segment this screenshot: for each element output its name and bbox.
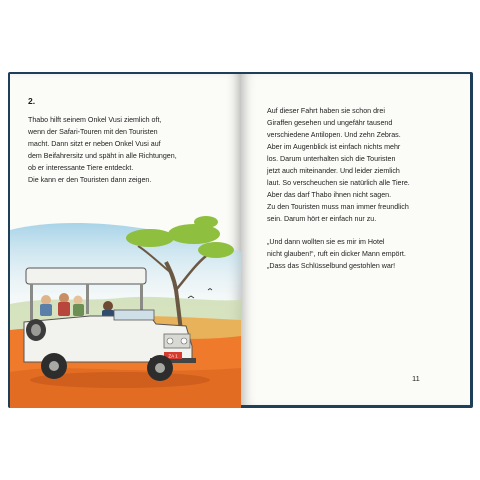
text-line: Thabo hilft seinem Onkel Vusi ziemlich oft, [28, 116, 162, 124]
passenger-body [58, 302, 70, 316]
jeep-windshield [114, 310, 154, 320]
driver [103, 301, 113, 311]
text-line: ob er interessante Tiere entdeckt. [28, 164, 134, 172]
chapter-number: 2. [28, 96, 36, 106]
right-paragraph-2 [267, 236, 406, 272]
roof-post [140, 284, 143, 314]
page-number: 11 [412, 374, 420, 383]
wheel-hub [49, 361, 59, 371]
text-line: „Dass das Schlüsselbund gestohlen war! [267, 262, 396, 270]
text-line: sein. Darum hört er einfach nur zu. [267, 215, 377, 223]
passenger [41, 295, 51, 305]
headlight [167, 338, 173, 344]
passenger [74, 296, 83, 305]
text-line: Aber das darf Thabo ihnen nicht sagen. [267, 191, 392, 199]
text-line: nicht glauben!“, ruft ein dicker Mann empört. [267, 250, 406, 258]
safari-illustration [10, 212, 241, 408]
text-line: jetzt auch miteinander. Und leider ziemlich [267, 167, 400, 175]
spare-tire [31, 324, 41, 336]
roof-post [86, 284, 89, 314]
text-line: Aber im Augenblick ist einfach nichts mehr [267, 143, 401, 151]
text-line: laut. So verscheuchen sie natürlich alle Tiere. [267, 179, 410, 187]
passenger-body [73, 304, 84, 316]
roof-post [30, 284, 33, 324]
text-line: Auf dieser Fahrt haben sie schon drei [267, 107, 385, 115]
right-paragraph-1 [267, 105, 410, 225]
text-line: Zu den Touristen muss man immer freundlich [267, 203, 409, 211]
tree-canopy [194, 216, 218, 228]
text-line: Giraffen gesehen und ungefähr tausend [267, 119, 393, 127]
jeep-roof [26, 268, 146, 284]
text-line: Die kann er den Touristen dann zeigen. [28, 176, 152, 184]
text-line: dem Beifahrersitz und späht in alle Richtungen, [28, 152, 177, 160]
text-line: los. Darum unterhalten sich die Touristen [267, 155, 396, 163]
text-line: „Und dann wollten sie es mir im Hotel [267, 238, 385, 246]
tree-canopy [126, 229, 174, 247]
headlight [181, 338, 187, 344]
text-line: verschiedene Antilopen. Und zehn Zebras. [267, 131, 401, 139]
wheel-hub [155, 363, 165, 373]
licence-plate-text: ZA 1 [168, 353, 178, 359]
text-line: wenn der Safari-Touren mit den Touristen [28, 128, 158, 136]
passenger-body [40, 304, 52, 316]
tree-canopy [198, 242, 234, 258]
left-paragraph [28, 114, 177, 186]
text-line: macht. Dann sitzt er neben Onkel Vusi auf [28, 140, 161, 148]
passenger [59, 293, 69, 303]
